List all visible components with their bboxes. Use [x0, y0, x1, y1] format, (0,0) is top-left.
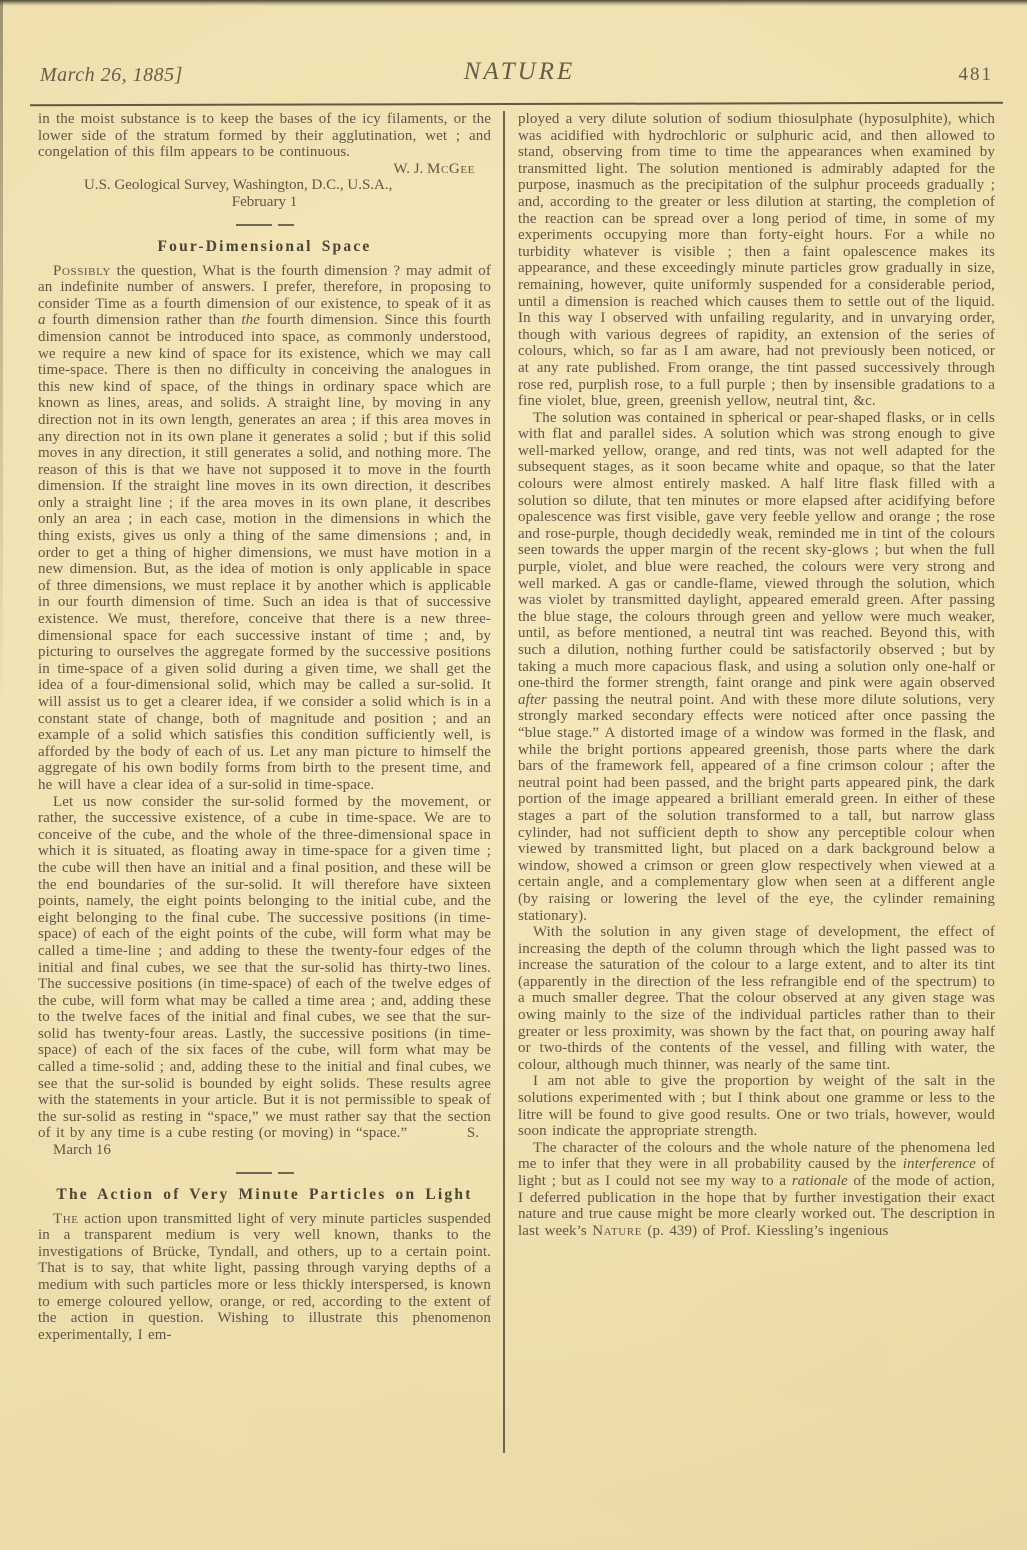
- letter-date-march: March 16: [53, 1142, 111, 1159]
- author-affiliation: U.S. Geological Survey, Washington, D.C., U.S.A.,: [84, 177, 393, 194]
- paragraph: [518, 410, 995, 924]
- page-left-edge: [0, 0, 3, 713]
- article-title-four-dimensional-space: Four-Dimensional Space: [157, 237, 372, 255]
- paragraph: [518, 924, 995, 1073]
- section-divider: [236, 224, 294, 226]
- text-run: the: [241, 312, 261, 329]
- section-divider: [236, 1172, 294, 1174]
- right-column: [505, 111, 995, 1453]
- prev-article-ending-paragraph: in the moist substance is to keep the bases of the icy filaments, or the lower side of the stratum formed by their agglutination, wet ; and congelation of this film appears to be continuous.: [38, 111, 491, 161]
- text-run: (p. 439) of Prof. Kiessling’s ingenious: [642, 1222, 889, 1239]
- journal-masthead: NATURE: [463, 58, 576, 85]
- text-run: I am not able to give the proportion by weight of the salt in the solutions experimented with ; but I think about one gramme or less to the litre will be found to give good results. One or two trials, however, would soon indicate the appropriate strength.: [518, 1073, 995, 1140]
- text-run: The: [53, 1210, 79, 1227]
- text-run: fourth dimension. Since this fourth dimension cannot be introduced into space, as commonly understood, we require a new kind of space for its existence, which we may call time-space. There is then no difficulty in conceiving the analogues in this new kind of space, of the things in ordinary space which are known as lines, areas, and solids. A straight line, by moving in any direction not in its own length, generates an area ; if this area moves in any direction not in its own plane it generates a solid ; but if this solid moves in any direction, it still generates a solid, and nothing more. The reason of this is that we have not supposed it to move in the fourth dimension. If the straight line moves in its own direction, it describes only a straight line ; if the area moves in its own plane, it describes only an area ; in each case, motion in the dimensions in which the thing exists, gives us only a thing of the same dimensions ; and, in order to get a thing of higher dimensions, we must have motion in a new dimension. But, as the idea of motion is only applicable in space of three dimensions, we must replace it by another which is applicable in our fourth dimension of time. Such an idea is that of successive existence. We must, therefore, conceive that there is a new three-dimensional space for each successive instant of time ; and, by picturing to ourselves the aggregate formed by the successive positions in time-space of a given solid during a given time, we shall get the idea of a four-dimensional solid, which may be called a sur-solid. It will assist us to get a clearer idea, if we consider a solid which is in a constant state of change, both of magnitude and position ; and an example of a solid which satisfies this condition sufficiently well, is afforded by the body of each of us. Let any man picture to himself the aggregate of his own bodily forms from birth to the present time, and he will have a clear idea of a sur-solid in time-space.: [38, 312, 491, 793]
- text-run: With the solution in any given stage of development, the effect of increasing the depth of the column through which the light passed was to increase the saturation of the colour to a large extent, and to alter its tint (apparently in the direction of the less refrangible end of the spectrum) to a much smaller degree. That the colour observed at any given stage was owing mainly to the size of the individual particles rather than to their greater or less proximity, was shown by the fact that, on pouring away half or two-thirds of the contents of the vessel, and filling with water, the colour, although much thinner, was nearly of the same tint.: [518, 924, 995, 1073]
- text-run: the question, What is the fourth dimension ? may admit of an indefinite number of answers. I prefer, therefore, in proposing to consider Time as a fourth dimension of our existence, to speak of it as: [38, 262, 491, 312]
- text-run: fourth dimension rather than: [45, 312, 242, 329]
- article-title-minute-particles: The Action of Very Minute Particles on Light: [56, 1185, 473, 1203]
- page-top-edge: [0, 0, 1027, 6]
- text-run: The character of the colours and the whole nature of the phenomena led me to infer that they were in all probability caused by the: [518, 1139, 995, 1173]
- paragraph: [518, 111, 995, 410]
- text-run: action upon transmitted light of very minute particles suspended in a transparent medium is very well known, thanks to the investigations of Brücke, Tyndall, and others, up to a certain point. That is to say, that white light, passing through varying depths of a medium with such particles more or less thickly interspersed, is known to emerge coloured yellow, orange, or red, according to the extent of the action in question. Wishing to illustrate this phenomenon experimentally, I em-: [38, 1210, 491, 1343]
- text-run: Let us now consider the sur-solid formed by the movement, or rather, the successive existence, of a cube in time-space. We are to conceive of the cube, and the whole of the three-dimensional space in which it is situated, as floating away in time-space for a given time ; the cube will then have an initial and a final position, and these will be the end boundaries of the sur-solid. It will therefore have sixteen points, namely, the eight points belonging to the initial cube, and the eight belonging to the final cube. The successive positions (in time-space) of each of the eight points of the cube, will form what may be called a time-line ; and adding to these the twenty-four edges of the initial and final cubes, we see that the sur-solid has thirty-two lines. The successive positions (in time-space) of each of the twelve edges of the cube, will form what may be called a time area ; and, adding these to the twelve faces of the initial and final cubes, we see that the sur-solid has twenty-four areas. Lastly, the successive positions (in time-space) of each of the six faces of the cube, will form what may be called a time-solid ; and, adding these to the initial and final cubes, we see that the sur-solid is bounded by eight solids. These results agree with the statements in your article. But it is not permissible to speak of the sur-solid as resting in “space,” we must rather say that the section of it by any time is a cube resting (or moving) in “space.”: [38, 793, 491, 1142]
- left-column: [38, 111, 505, 1453]
- text-columns: [38, 111, 995, 1453]
- text-run: after: [518, 691, 547, 708]
- paragraph: [38, 794, 491, 1142]
- text-run: of light ; but as I could not see my way to a: [518, 1156, 995, 1189]
- header-issue-date: March 26, 1885]: [40, 64, 183, 86]
- text-run: a: [38, 312, 46, 329]
- text-run: McGee: [427, 160, 475, 177]
- text-run: interference: [902, 1156, 976, 1173]
- letter-date-february: February 1: [231, 193, 298, 210]
- text-run: of the mode of action, I deferred publication in the hope that by further investigation their exact nature and true cause might be more clearly worked out. The description in last week’s: [518, 1173, 995, 1239]
- text-run: Nature: [592, 1222, 643, 1239]
- paragraph: [518, 1140, 995, 1240]
- paragraph: [38, 1211, 491, 1344]
- text-run: rationale: [791, 1173, 848, 1189]
- page-number: 481: [958, 64, 993, 85]
- text-run: ployed a very dilute solution of sodium thiosulphate (hyposulphite), which was acidified with hydrochloric or sulphuric acid, and then allowed to stand, observing from time to time the appearances when examined by transmitted light. The solution mentioned is admirably adapted for the purpose, inasmuch as the precipitation of the sulphur proceeds gradually ; and, according to the greater or less dilution at starting, the completion of the reaction can be spread over a long period of time, in some of my experiments occupying more than forty-eight hours. For a while no turbidity whatever is visible ; then a faint opalescence makes its appearance, and these exceedingly minute particles grow gradually in size, remaining, however, quite uniformly suspended for a considerable period, until a dimension is reached which causes them to settle out of the liquid. In this way I observed with unfailing regularity, and in unvarying order, though with various degrees of rapidity, an extension of the series of colours, which, so far as I am aware, had not previously been noticed, or at any rate published. From orange, the tint passed successively through rose red, purplish rose, to a full purple ; then by insensible gradations to a fine violet, blue, green, greenish yellow, neutral tint, &c.: [518, 111, 995, 410]
- header-rule: [30, 102, 1003, 107]
- author-signature: [38, 161, 491, 178]
- paragraph: [518, 1073, 995, 1139]
- text-run: The solution was contained in spherical or pear-shaped flasks, or in cells with flat and parallel sides. A solution which was strong enough to give well-marked yellow, orange, and red tints, was not well adapted for the subsequent stages, as it soon became white and opaque, so that the later colours were almost entirely masked. A half litre flask filled with a solution so dilute, that ten minutes or more elapsed after acidifying before opalescence was first visible, gave very feeble yellow and orange ; the rose and rose-purple, though decidedly weak, reminded me in tint of the colours seen towards the upper margin of the recent sky-glows ; but when the full purple, violet, and blue were reached, the colours were very strong and well marked. A gas or candle-flame, viewed through the solution, which was violet by transmitted daylight, appeared emerald green. After passing the blue stage, the colours through green and yellow were much weaker, until, as before mentioned, a neutral tint was reached. Beyond this, with such a dilution, nothing further could be satisfactorily observed ; but by taking a much more capacious flask, and using a solution only one-half or one-third the former strength, faint orange and pink were again observed: [518, 409, 995, 692]
- text-run: passing the neutral point. And with these more dilute solutions, very strongly marked secondary effects were noticed after once passing the “blue stage.” A distorted image of a window was formed in the flask, and while the bright portions appeared greenish, those parts where the dark bars of the framework fell, appeared of a fine crimson colour ; after the neutral point had been passed, and the bright parts appeared pink, the dark portion of the image appeared a brilliant emerald green. In either of these stages a part of the solution transformed to a tall, but narrow glass cylinder, had not sufficient depth to show any perceptible colour when viewed by transmitted light, but placed on a dark background below a window, showed a crimson or green glow respectively when viewed at a certain angle, and a complementary glow when seen at a different angle (by raising or lowering the level of the eye, the cylinder remaining stationary).: [518, 691, 995, 924]
- paragraph: [38, 263, 491, 794]
- text-run: W. J.: [393, 160, 428, 177]
- page-header: [40, 58, 999, 98]
- text-run: Possibly: [53, 262, 111, 279]
- signature-initial: S.: [466, 1125, 479, 1142]
